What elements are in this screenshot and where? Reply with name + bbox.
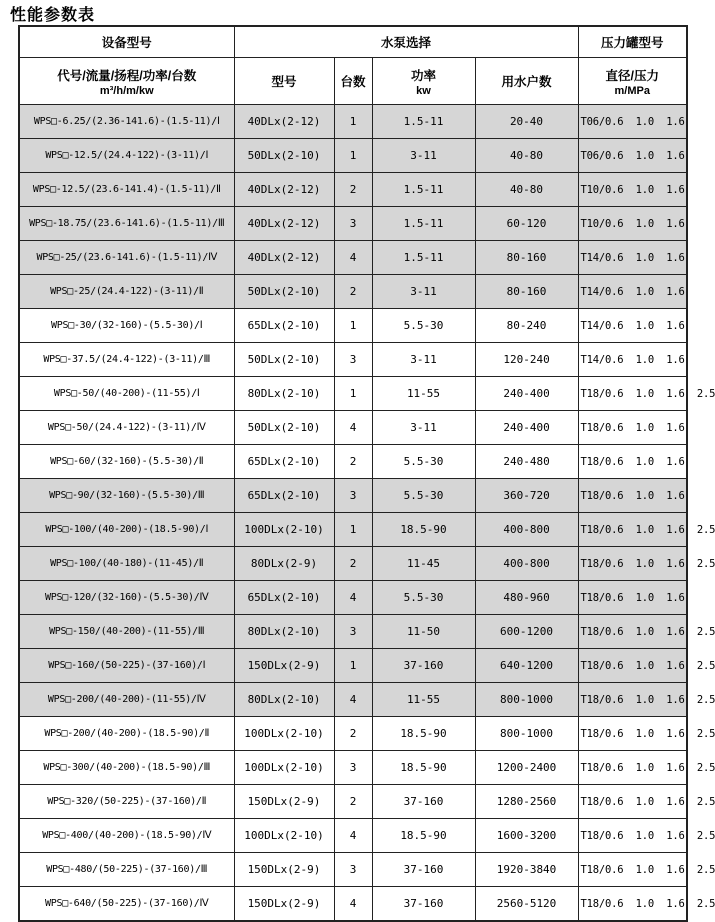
cell-qty: 1 xyxy=(334,513,372,547)
page-title: 性能参数表 xyxy=(10,7,96,24)
subheader-device-code xyxy=(19,58,234,105)
cell-device: WPS□-160/(50-225)-(37-160)/Ⅰ xyxy=(19,649,234,683)
table-row xyxy=(19,853,687,887)
cell-tank: T18/0.6 1.0 1.6 2.5 xyxy=(578,717,687,751)
cell-users: 240-400 xyxy=(475,411,578,445)
table-row xyxy=(19,819,687,853)
cell-device: WPS□-300/(40-200)-(18.5-90)/Ⅲ xyxy=(19,751,234,785)
cell-device: WPS□-50/(24.4-122)-(3-11)/Ⅳ xyxy=(19,411,234,445)
cell-tank: T18/0.6 1.0 1.6 2.5 xyxy=(578,785,687,819)
table-row xyxy=(19,309,687,343)
subheader-tank-spec-label: 直径/压力 xyxy=(605,68,659,83)
cell-tank: T18/0.6 1.0 1.6 2.5 xyxy=(578,615,687,649)
cell-power: 5.5-30 xyxy=(372,445,475,479)
cell-qty: 4 xyxy=(334,241,372,275)
cell-device: WPS□-320/(50-225)-(37-160)/Ⅱ xyxy=(19,785,234,819)
cell-model: 100DLx(2-10) xyxy=(234,751,334,785)
cell-model: 65DLx(2-10) xyxy=(234,309,334,343)
cell-power: 5.5-30 xyxy=(372,479,475,513)
cell-tank: T06/0.6 1.0 1.6 xyxy=(578,139,687,173)
cell-tank: T18/0.6 1.0 1.6 xyxy=(578,479,687,513)
cell-power: 1.5-11 xyxy=(372,105,475,139)
cell-tank: T10/0.6 1.0 1.6 xyxy=(578,207,687,241)
cell-qty: 2 xyxy=(334,547,372,581)
cell-model: 100DLx(2-10) xyxy=(234,717,334,751)
cell-model: 65DLx(2-10) xyxy=(234,581,334,615)
cell-power: 37-160 xyxy=(372,649,475,683)
cell-model: 40DLx(2-12) xyxy=(234,105,334,139)
cell-users: 360-720 xyxy=(475,479,578,513)
table-row xyxy=(19,785,687,819)
subheader-device-code-label: 代号/流量/扬程/功率/台数 xyxy=(57,68,197,83)
cell-power: 11-45 xyxy=(372,547,475,581)
cell-model: 150DLx(2-9) xyxy=(234,785,334,819)
table-row xyxy=(19,887,687,922)
header-pump-selection: 水泵选择 xyxy=(234,26,578,58)
cell-users: 800-1000 xyxy=(475,683,578,717)
cell-model: 40DLx(2-12) xyxy=(234,207,334,241)
cell-qty: 2 xyxy=(334,173,372,207)
table-row xyxy=(19,275,687,309)
cell-users: 240-400 xyxy=(475,377,578,411)
cell-users: 40-80 xyxy=(475,139,578,173)
table-row xyxy=(19,377,687,411)
cell-users: 2560-5120 xyxy=(475,887,578,922)
cell-device: WPS□-150/(40-200)-(11-55)/Ⅲ xyxy=(19,615,234,649)
table-row xyxy=(19,717,687,751)
subheader-device-code-unit: m³/h/m/kw xyxy=(99,84,154,97)
table-row xyxy=(19,615,687,649)
header-pressure-tank: 压力罐型号 xyxy=(578,26,687,58)
cell-device: WPS□-12.5/(23.6-141.4)-(1.5-11)/Ⅱ xyxy=(19,173,234,207)
cell-model: 150DLx(2-9) xyxy=(234,853,334,887)
table-row xyxy=(19,343,687,377)
cell-qty: 3 xyxy=(334,479,372,513)
header-row-top xyxy=(19,26,687,58)
cell-tank: T14/0.6 1.0 1.6 xyxy=(578,309,687,343)
cell-power: 11-50 xyxy=(372,615,475,649)
cell-model: 40DLx(2-12) xyxy=(234,241,334,275)
cell-power: 37-160 xyxy=(372,887,475,922)
cell-device: WPS□-400/(40-200)-(18.5-90)/Ⅳ xyxy=(19,819,234,853)
cell-qty: 2 xyxy=(334,717,372,751)
cell-power: 11-55 xyxy=(372,377,475,411)
cell-users: 640-1200 xyxy=(475,649,578,683)
table-row xyxy=(19,173,687,207)
cell-qty: 4 xyxy=(334,887,372,922)
cell-device: WPS□-50/(40-200)-(11-55)/Ⅰ xyxy=(19,377,234,411)
cell-users: 60-120 xyxy=(475,207,578,241)
cell-device: WPS□-37.5/(24.4-122)-(3-11)/Ⅲ xyxy=(19,343,234,377)
cell-device: WPS□-18.75/(23.6-141.6)-(1.5-11)/Ⅲ xyxy=(19,207,234,241)
subheader-tank-spec xyxy=(578,58,687,105)
cell-qty: 4 xyxy=(334,683,372,717)
cell-tank: T18/0.6 1.0 1.6 2.5 xyxy=(578,649,687,683)
subheader-tank-spec-unit: m/MPa xyxy=(614,84,650,97)
cell-model: 50DLx(2-10) xyxy=(234,411,334,445)
cell-model: 150DLx(2-9) xyxy=(234,887,334,922)
cell-qty: 1 xyxy=(334,139,372,173)
cell-device: WPS□-90/(32-160)-(5.5-30)/Ⅲ xyxy=(19,479,234,513)
cell-tank: T14/0.6 1.0 1.6 xyxy=(578,275,687,309)
table-row xyxy=(19,547,687,581)
subheader-power-unit: kw xyxy=(416,84,431,97)
cell-power: 3-11 xyxy=(372,139,475,173)
cell-users: 1600-3200 xyxy=(475,819,578,853)
cell-tank: T18/0.6 1.0 1.6 xyxy=(578,445,687,479)
cell-model: 100DLx(2-10) xyxy=(234,819,334,853)
table-row xyxy=(19,105,687,139)
table-row xyxy=(19,207,687,241)
table-row xyxy=(19,513,687,547)
cell-tank: T18/0.6 1.0 1.6 2.5 xyxy=(578,887,687,922)
table-row xyxy=(19,139,687,173)
cell-power: 37-160 xyxy=(372,785,475,819)
cell-model: 50DLx(2-10) xyxy=(234,275,334,309)
cell-users: 480-960 xyxy=(475,581,578,615)
cell-device: WPS□-480/(50-225)-(37-160)/Ⅲ xyxy=(19,853,234,887)
cell-users: 400-800 xyxy=(475,547,578,581)
subheader-pump-quantity: 台数 xyxy=(334,58,372,105)
cell-qty: 3 xyxy=(334,853,372,887)
cell-users: 80-160 xyxy=(475,275,578,309)
header-device-model: 设备型号 xyxy=(19,26,234,58)
cell-tank: T18/0.6 1.0 1.6 2.5 xyxy=(578,377,687,411)
cell-qty: 1 xyxy=(334,105,372,139)
cell-users: 1200-2400 xyxy=(475,751,578,785)
cell-users: 1920-3840 xyxy=(475,853,578,887)
cell-tank: T18/0.6 1.0 1.6 2.5 xyxy=(578,547,687,581)
cell-model: 50DLx(2-10) xyxy=(234,343,334,377)
cell-tank: T18/0.6 1.0 1.6 2.5 xyxy=(578,819,687,853)
cell-device: WPS□-30/(32-160)-(5.5-30)/Ⅰ xyxy=(19,309,234,343)
cell-qty: 4 xyxy=(334,411,372,445)
cell-tank: T14/0.6 1.0 1.6 xyxy=(578,343,687,377)
cell-tank: T18/0.6 1.0 1.6 xyxy=(578,581,687,615)
cell-tank: T10/0.6 1.0 1.6 xyxy=(578,173,687,207)
cell-device: WPS□-640/(50-225)-(37-160)/Ⅳ xyxy=(19,887,234,922)
table-row xyxy=(19,751,687,785)
header-row-sub xyxy=(19,58,687,105)
subheader-water-users: 用水户数 xyxy=(475,58,578,105)
cell-users: 400-800 xyxy=(475,513,578,547)
cell-tank: T18/0.6 1.0 1.6 2.5 xyxy=(578,751,687,785)
cell-qty: 1 xyxy=(334,649,372,683)
subheader-power xyxy=(372,58,475,105)
cell-users: 600-1200 xyxy=(475,615,578,649)
cell-tank: T18/0.6 1.0 1.6 2.5 xyxy=(578,683,687,717)
table-body xyxy=(19,105,715,922)
cell-model: 50DLx(2-10) xyxy=(234,139,334,173)
cell-device: WPS□-100/(40-180)-(11-45)/Ⅱ xyxy=(19,547,234,581)
cell-power: 18.5-90 xyxy=(372,819,475,853)
cell-power: 18.5-90 xyxy=(372,513,475,547)
table-row xyxy=(19,479,687,513)
cell-power: 1.5-11 xyxy=(372,173,475,207)
performance-parameters-table xyxy=(18,25,715,922)
cell-qty: 2 xyxy=(334,785,372,819)
cell-users: 120-240 xyxy=(475,343,578,377)
cell-tank: T18/0.6 1.0 1.6 2.5 xyxy=(578,853,687,887)
cell-qty: 3 xyxy=(334,615,372,649)
cell-tank: T14/0.6 1.0 1.6 xyxy=(578,241,687,275)
cell-power: 3-11 xyxy=(372,411,475,445)
table-row xyxy=(19,241,687,275)
cell-model: 80DLx(2-10) xyxy=(234,377,334,411)
cell-qty: 2 xyxy=(334,275,372,309)
cell-power: 5.5-30 xyxy=(372,581,475,615)
table-row xyxy=(19,683,687,717)
cell-qty: 1 xyxy=(334,377,372,411)
cell-qty: 3 xyxy=(334,207,372,241)
cell-model: 80DLx(2-10) xyxy=(234,683,334,717)
cell-power: 3-11 xyxy=(372,275,475,309)
cell-device: WPS□-120/(32-160)-(5.5-30)/Ⅳ xyxy=(19,581,234,615)
cell-power: 5.5-30 xyxy=(372,309,475,343)
cell-qty: 2 xyxy=(334,445,372,479)
subheader-pump-model: 型号 xyxy=(234,58,334,105)
cell-tank: T18/0.6 1.0 1.6 xyxy=(578,411,687,445)
cell-power: 1.5-11 xyxy=(372,241,475,275)
cell-power: 3-11 xyxy=(372,343,475,377)
cell-users: 1280-2560 xyxy=(475,785,578,819)
cell-model: 80DLx(2-9) xyxy=(234,547,334,581)
table-row xyxy=(19,411,687,445)
cell-model: 150DLx(2-9) xyxy=(234,649,334,683)
cell-qty: 4 xyxy=(334,819,372,853)
cell-users: 240-480 xyxy=(475,445,578,479)
cell-device: WPS□-200/(40-200)-(11-55)/Ⅳ xyxy=(19,683,234,717)
cell-model: 65DLx(2-10) xyxy=(234,479,334,513)
cell-qty: 1 xyxy=(334,309,372,343)
table-row xyxy=(19,445,687,479)
cell-tank: T06/0.6 1.0 1.6 xyxy=(578,105,687,139)
cell-users: 40-80 xyxy=(475,173,578,207)
cell-model: 100DLx(2-10) xyxy=(234,513,334,547)
cell-power: 18.5-90 xyxy=(372,717,475,751)
cell-device: WPS□-200/(40-200)-(18.5-90)/Ⅱ xyxy=(19,717,234,751)
subheader-power-label: 功率 xyxy=(410,68,436,83)
cell-model: 65DLx(2-10) xyxy=(234,445,334,479)
cell-qty: 3 xyxy=(334,751,372,785)
cell-device: WPS□-25/(24.4-122)-(3-11)/Ⅱ xyxy=(19,275,234,309)
cell-device: WPS□-60/(32-160)-(5.5-30)/Ⅱ xyxy=(19,445,234,479)
cell-model: 40DLx(2-12) xyxy=(234,173,334,207)
cell-device: WPS□-6.25/(2.36-141.6)-(1.5-11)/Ⅰ xyxy=(19,105,234,139)
cell-power: 11-55 xyxy=(372,683,475,717)
cell-model: 80DLx(2-10) xyxy=(234,615,334,649)
table-header xyxy=(19,26,687,105)
cell-device: WPS□-12.5/(24.4-122)-(3-11)/Ⅰ xyxy=(19,139,234,173)
cell-device: WPS□-25/(23.6-141.6)-(1.5-11)/Ⅳ xyxy=(19,241,234,275)
cell-users: 80-240 xyxy=(475,309,578,343)
cell-power: 37-160 xyxy=(372,853,475,887)
cell-power: 1.5-11 xyxy=(372,207,475,241)
cell-users: 20-40 xyxy=(475,105,578,139)
cell-device: WPS□-100/(40-200)-(18.5-90)/Ⅰ xyxy=(19,513,234,547)
table-row xyxy=(19,649,687,683)
cell-qty: 4 xyxy=(334,581,372,615)
cell-power: 18.5-90 xyxy=(372,751,475,785)
cell-qty: 3 xyxy=(334,343,372,377)
cell-users: 800-1000 xyxy=(475,717,578,751)
cell-users: 80-160 xyxy=(475,241,578,275)
table-row xyxy=(19,581,687,615)
cell-tank: T18/0.6 1.0 1.6 2.5 xyxy=(578,513,687,547)
